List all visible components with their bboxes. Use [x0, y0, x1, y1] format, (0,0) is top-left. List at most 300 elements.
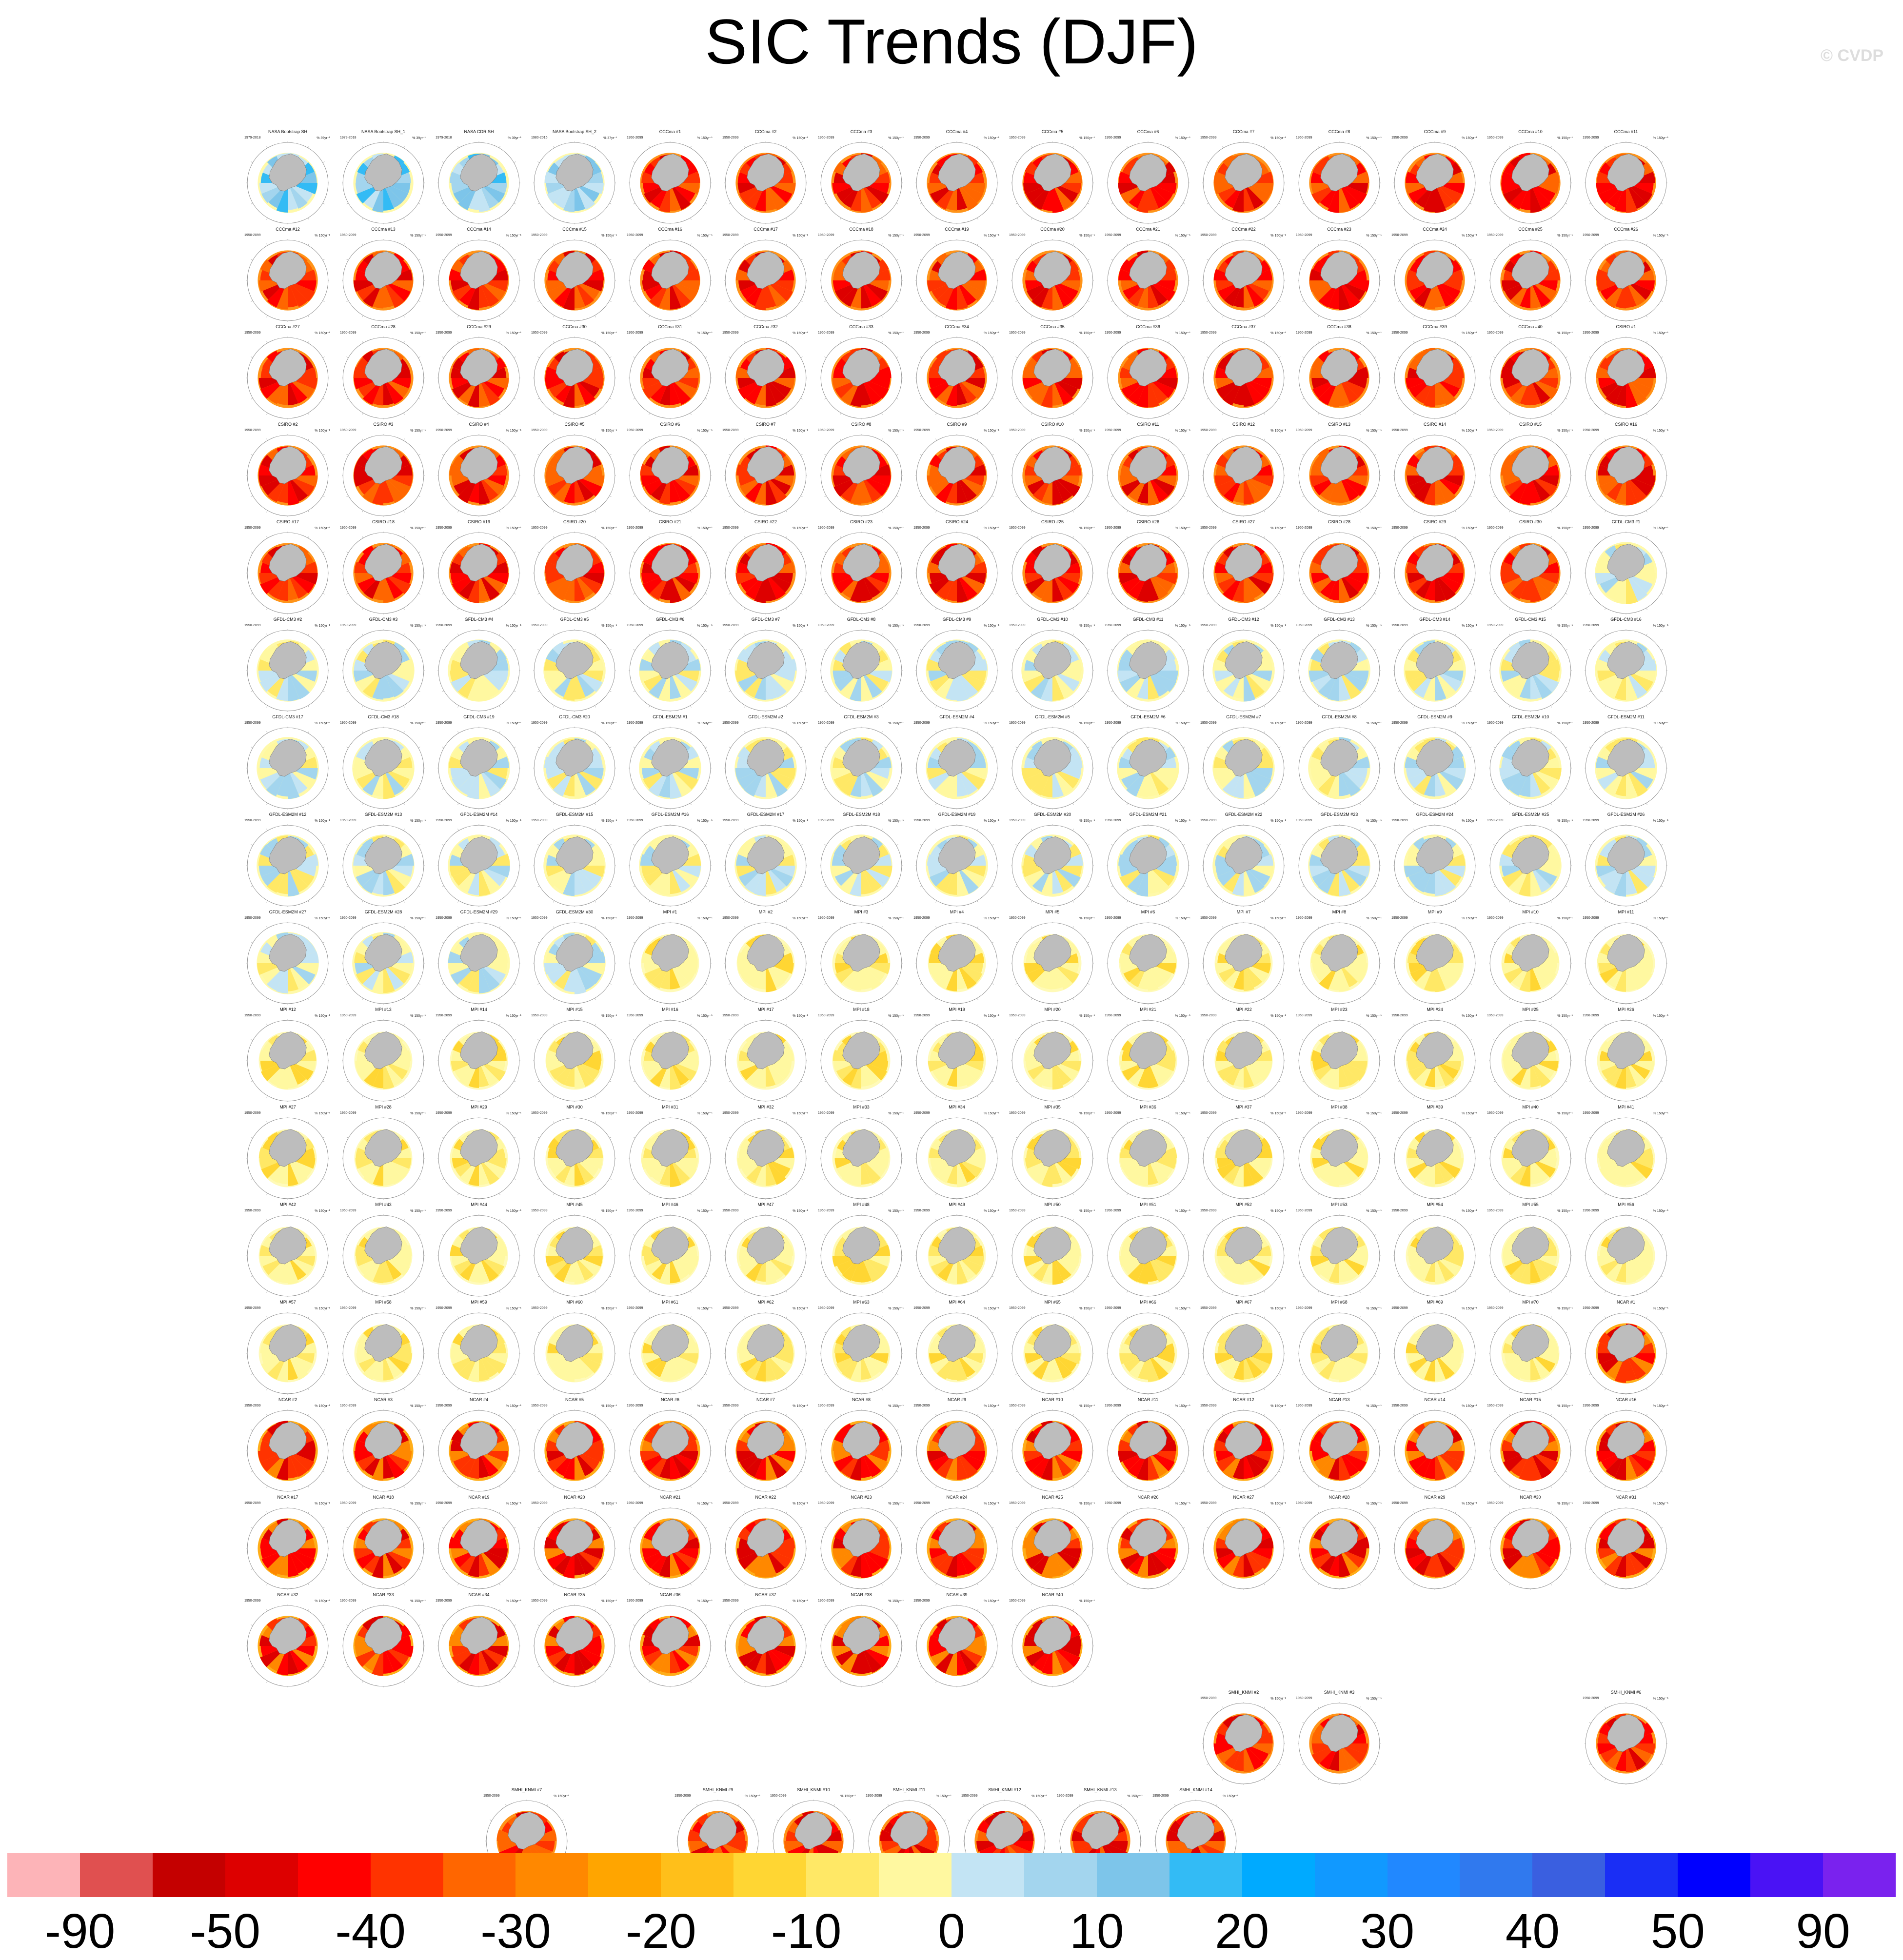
longitude-tick: [840, 634, 841, 636]
longitude-tick: [935, 413, 936, 415]
longitude-tick: [881, 316, 882, 317]
longitude-tick: [1168, 439, 1169, 441]
longitude-tick: [840, 413, 841, 415]
panel-title: GFDL-CM3 #7: [751, 617, 780, 622]
longitude-tick: [538, 942, 540, 943]
longitude-tick: [1222, 341, 1223, 343]
panel-title: GFDL-ESM2M #28: [364, 910, 402, 914]
longitude-tick: [1264, 927, 1265, 929]
longitude-tick: [1168, 634, 1169, 636]
longitude-tick: [457, 511, 458, 513]
panel-unit: % 150yr⁻¹: [1175, 917, 1190, 920]
longitude-tick: [1494, 552, 1496, 553]
longitude-tick: [442, 886, 444, 887]
longitude-tick: [1303, 356, 1305, 357]
panel-years: 1950-2099: [722, 526, 739, 530]
longitude-tick: [266, 316, 267, 317]
panel-years: 1950-2099: [1391, 331, 1408, 335]
longitude-tick: [514, 886, 516, 887]
polar-map: [246, 824, 329, 907]
panel-years: 1950-2099: [722, 234, 739, 237]
longitude-tick: [266, 927, 267, 929]
longitude-tick: [1359, 341, 1360, 343]
panel-years: 1950-2099: [1487, 331, 1504, 335]
longitude-tick: [1589, 398, 1591, 399]
polar-map: [342, 337, 425, 419]
longitude-tick: [935, 829, 936, 831]
longitude-tick: [935, 536, 936, 538]
longitude-tick: [705, 747, 707, 748]
longitude-tick: [1413, 413, 1414, 415]
longitude-tick: [1605, 634, 1606, 636]
map-panel: [337, 324, 430, 422]
panel-years: 1950-2099: [244, 234, 261, 237]
longitude-tick: [1031, 803, 1032, 805]
polar-map: [1393, 824, 1476, 907]
panel-years: 1950-2099: [627, 234, 643, 237]
longitude-tick: [896, 161, 898, 162]
longitude-tick: [1374, 593, 1376, 594]
panel-unit: % 150yr⁻¹: [1557, 429, 1573, 433]
map-panel: [1197, 422, 1290, 519]
longitude-tick: [610, 203, 612, 204]
longitude-tick: [1127, 218, 1128, 220]
map-panel: [337, 129, 430, 227]
longitude-tick: [457, 413, 458, 415]
polar-map: [820, 434, 903, 517]
longitude-tick: [1183, 691, 1185, 692]
panel-unit: % 150yr⁻¹: [984, 137, 999, 140]
longitude-tick: [1207, 747, 1209, 748]
longitude-tick: [347, 788, 349, 789]
longitude-tick: [1509, 634, 1510, 636]
longitude-tick: [1111, 747, 1113, 748]
panel-years: 1950-2099: [1391, 136, 1408, 139]
polar-map: [533, 239, 616, 322]
panel-years: 1950-2099: [1583, 916, 1599, 920]
longitude-tick: [499, 146, 500, 148]
panel-years: 1950-2099: [1487, 234, 1504, 237]
longitude-tick: [1072, 608, 1073, 610]
longitude-tick: [1222, 413, 1223, 415]
page-title: SIC Trends (DJF): [705, 6, 1198, 77]
longitude-tick: [1455, 439, 1456, 441]
longitude-tick: [362, 1096, 363, 1098]
panel-unit: % 150yr⁻¹: [410, 332, 426, 335]
longitude-tick: [1279, 691, 1281, 692]
panel-unit: % 150yr⁻¹: [1175, 137, 1190, 140]
polar-map: [1393, 629, 1476, 712]
panel-years: 1950-2099: [1583, 819, 1599, 822]
polar-map: [1393, 922, 1476, 1005]
panel-unit: % 150yr⁻¹: [1366, 819, 1382, 823]
longitude-tick: [1279, 203, 1281, 204]
panel-unit: % 150yr⁻¹: [1270, 137, 1286, 140]
longitude-tick: [251, 1039, 253, 1040]
longitude-tick: [403, 803, 404, 805]
polar-map: [437, 434, 520, 517]
panel-years: 1950-2099: [913, 526, 930, 530]
longitude-tick: [266, 803, 267, 805]
longitude-tick: [1589, 259, 1591, 260]
longitude-tick: [881, 146, 882, 148]
longitude-tick: [1318, 901, 1319, 903]
longitude-tick: [992, 454, 994, 455]
panel-title: CCCma #16: [658, 227, 682, 232]
longitude-tick: [786, 998, 787, 1000]
longitude-tick: [1127, 803, 1128, 805]
panel-unit: % 150yr⁻¹: [315, 1014, 330, 1018]
panel-years: 1950-2099: [531, 819, 548, 822]
longitude-tick: [801, 886, 803, 887]
polar-map: [437, 239, 520, 322]
longitude-tick: [251, 495, 253, 496]
panel-years: 1950-2099: [436, 916, 452, 920]
longitude-tick: [1374, 942, 1376, 943]
panel-unit: % 150yr⁻¹: [1366, 137, 1382, 140]
longitude-tick: [499, 536, 500, 538]
longitude-tick: [977, 706, 978, 708]
longitude-tick: [786, 511, 787, 513]
longitude-tick: [251, 691, 253, 692]
longitude-tick: [1605, 998, 1606, 1000]
polar-map: [629, 629, 712, 712]
longitude-tick: [935, 316, 936, 317]
longitude-tick: [1207, 356, 1209, 357]
map-panel: [1293, 324, 1386, 422]
polar-map: [533, 532, 616, 614]
longitude-tick: [1359, 244, 1360, 246]
longitude-tick: [896, 747, 898, 748]
longitude-tick: [1646, 413, 1647, 415]
longitude-tick: [1279, 161, 1281, 162]
polar-map: [1107, 922, 1189, 1005]
map-panel: [1006, 129, 1099, 227]
longitude-tick: [1318, 439, 1319, 441]
map-panel: [1197, 617, 1290, 714]
panel-title: CSIRO #29: [1423, 519, 1447, 524]
map-panel: [815, 227, 908, 324]
longitude-tick: [690, 927, 691, 929]
polar-map: [1298, 922, 1381, 1005]
longitude-tick: [840, 829, 841, 831]
longitude-tick: [977, 439, 978, 441]
longitude-tick: [1413, 829, 1414, 831]
longitude-tick: [729, 649, 731, 650]
panel-years: 1950-2099: [627, 819, 643, 822]
panel-title: CCCma #38: [1327, 324, 1351, 329]
longitude-tick: [920, 691, 922, 692]
longitude-tick: [729, 788, 731, 789]
longitude-tick: [1207, 942, 1209, 943]
longitude-tick: [935, 146, 936, 148]
longitude-tick: [1111, 552, 1113, 553]
polar-map: [1393, 239, 1476, 322]
panel-years: 1950-2099: [1009, 234, 1026, 237]
longitude-tick: [1646, 634, 1647, 636]
longitude-tick: [1646, 244, 1647, 246]
longitude-tick: [1264, 829, 1265, 831]
longitude-tick: [347, 844, 349, 845]
longitude-tick: [1207, 886, 1209, 887]
longitude-tick: [1168, 998, 1169, 1000]
longitude-tick: [323, 844, 325, 845]
longitude-tick: [649, 511, 650, 513]
panel-title: GFDL-ESM2M #30: [555, 910, 594, 914]
map-panel: [624, 617, 716, 714]
longitude-tick: [418, 1081, 420, 1082]
longitude-tick: [1605, 829, 1606, 831]
longitude-tick: [1183, 788, 1185, 789]
map-panel: [1102, 617, 1194, 714]
longitude-tick: [1605, 218, 1606, 220]
longitude-tick: [744, 634, 745, 636]
longitude-tick: [1318, 341, 1319, 343]
longitude-tick: [1359, 413, 1360, 415]
longitude-tick: [499, 341, 500, 343]
longitude-tick: [1127, 439, 1128, 441]
longitude-tick: [442, 983, 444, 984]
panel-years: 1950-2099: [1009, 819, 1026, 822]
longitude-tick: [1318, 634, 1319, 636]
panel-unit: % 150yr⁻¹: [1557, 917, 1573, 920]
panel-years: 1950-2099: [627, 916, 643, 920]
longitude-tick: [1589, 356, 1591, 357]
longitude-tick: [1550, 829, 1551, 831]
longitude-tick: [1127, 927, 1128, 929]
longitude-tick: [881, 244, 882, 246]
longitude-tick: [825, 203, 827, 204]
longitude-tick: [266, 901, 267, 903]
longitude-tick: [690, 536, 691, 538]
longitude-tick: [1589, 454, 1591, 455]
polar-map: [724, 141, 807, 224]
polar-map: [533, 629, 616, 712]
longitude-tick: [323, 983, 325, 984]
panel-years: 1950-2099: [531, 1014, 548, 1017]
panel-title: MPI #15: [566, 1007, 583, 1012]
polar-map: [1489, 434, 1572, 517]
longitude-tick: [977, 218, 978, 220]
panel-title: CSIRO #17: [276, 519, 299, 524]
longitude-tick: [251, 259, 253, 260]
panel-title: GFDL-ESM2M #2: [748, 714, 783, 719]
longitude-tick: [801, 747, 803, 748]
polar-map: [1202, 434, 1285, 517]
panel-years: 1950-2099: [818, 331, 834, 335]
longitude-tick: [362, 927, 363, 929]
panel-unit: % 150yr⁻¹: [1270, 429, 1286, 433]
longitude-tick: [786, 146, 787, 148]
longitude-tick: [690, 511, 691, 513]
longitude-tick: [649, 218, 650, 220]
panel-title: GFDL-ESM2M #18: [842, 812, 880, 817]
map-panel: [1006, 324, 1099, 422]
longitude-tick: [553, 927, 554, 929]
longitude-tick: [1661, 259, 1663, 260]
longitude-tick: [729, 844, 731, 845]
panel-years: 1950-2099: [818, 721, 834, 725]
longitude-tick: [1264, 413, 1265, 415]
polar-map: [1011, 141, 1094, 224]
longitude-tick: [514, 844, 516, 845]
longitude-tick: [1589, 844, 1591, 845]
map-panel: [1293, 714, 1386, 812]
longitude-tick: [499, 706, 500, 708]
longitude-tick: [840, 927, 841, 929]
polar-map: [1202, 239, 1285, 322]
longitude-tick: [418, 691, 420, 692]
panel-unit: % 150yr⁻¹: [410, 819, 426, 823]
polar-map: [533, 727, 616, 810]
longitude-tick: [442, 1039, 444, 1040]
panel-years: 1950-2099: [340, 721, 357, 725]
longitude-tick: [1207, 649, 1209, 650]
panel-years: 1950-2099: [531, 624, 548, 627]
polar-map: [629, 434, 712, 517]
longitude-tick: [920, 942, 922, 943]
panel-years: 1950-2099: [1009, 916, 1026, 920]
longitude-tick: [514, 747, 516, 748]
longitude-tick: [308, 1024, 309, 1026]
panel-unit: % 150yr⁻¹: [410, 917, 426, 920]
longitude-tick: [1264, 608, 1265, 610]
longitude-tick: [881, 901, 882, 903]
polar-map: [246, 337, 329, 419]
longitude-tick: [649, 341, 650, 343]
longitude-tick: [1222, 146, 1223, 148]
longitude-tick: [457, 608, 458, 610]
longitude-tick: [1509, 998, 1510, 1000]
panel-unit: % 150yr⁻¹: [1366, 234, 1382, 238]
longitude-tick: [1589, 552, 1591, 553]
panel-years: 1950-2099: [1487, 526, 1504, 530]
longitude-tick: [729, 593, 731, 594]
map-panel: [528, 910, 621, 1007]
longitude-tick: [744, 732, 745, 733]
longitude-tick: [1318, 316, 1319, 317]
longitude-tick: [1550, 608, 1551, 610]
longitude-tick: [442, 300, 444, 301]
panel-title: CCCma #18: [849, 227, 873, 232]
longitude-tick: [442, 691, 444, 692]
panel-years: 1950-2099: [531, 429, 548, 432]
map-panel: [1580, 422, 1672, 519]
panel-years: 1950-2099: [1391, 916, 1408, 920]
longitude-tick: [553, 634, 554, 636]
panel-title: GFDL-CM3 #13: [1324, 617, 1355, 622]
longitude-tick: [920, 983, 922, 984]
longitude-tick: [1550, 413, 1551, 415]
longitude-tick: [1589, 649, 1591, 650]
map-panel: [1484, 812, 1577, 910]
longitude-tick: [1589, 203, 1591, 204]
longitude-tick: [690, 901, 691, 903]
longitude-tick: [418, 259, 420, 260]
longitude-tick: [992, 203, 994, 204]
panel-unit: % 150yr⁻¹: [601, 234, 617, 238]
polar-map: [1298, 629, 1381, 712]
polar-map: [915, 239, 998, 322]
panel-unit: % 150yr⁻¹: [1462, 137, 1477, 140]
longitude-tick: [362, 732, 363, 733]
longitude-tick: [1359, 998, 1360, 1000]
panel-years: 1950-2099: [627, 624, 643, 627]
longitude-tick: [649, 927, 650, 929]
map-panel: [1293, 129, 1386, 227]
longitude-tick: [1279, 398, 1281, 399]
longitude-tick: [1455, 341, 1456, 343]
panel-years: 1950-2099: [1296, 234, 1312, 237]
longitude-tick: [649, 829, 650, 831]
longitude-tick: [690, 706, 691, 708]
longitude-tick: [418, 942, 420, 943]
longitude-tick: [403, 146, 404, 148]
longitude-tick: [1455, 146, 1456, 148]
longitude-tick: [977, 998, 978, 1000]
panel-years: 1950-2099: [1105, 429, 1121, 432]
longitude-tick: [1494, 886, 1496, 887]
map-panel: [337, 227, 430, 324]
map-panel: [528, 519, 621, 617]
map-panel: [528, 617, 621, 714]
longitude-tick: [1661, 161, 1663, 162]
longitude-tick: [266, 413, 267, 415]
longitude-tick: [1222, 732, 1223, 733]
longitude-tick: [1470, 495, 1472, 496]
longitude-tick: [1646, 511, 1647, 513]
longitude-tick: [1494, 454, 1496, 455]
longitude-tick: [347, 1039, 349, 1040]
map-panel: [815, 422, 908, 519]
longitude-tick: [1264, 803, 1265, 805]
longitude-tick: [1550, 634, 1551, 636]
longitude-tick: [1031, 316, 1032, 317]
map-panel: [528, 227, 621, 324]
panel-unit: % 150yr⁻¹: [793, 332, 808, 335]
longitude-tick: [744, 998, 745, 1000]
longitude-tick: [1509, 608, 1510, 610]
longitude-tick: [499, 244, 500, 246]
longitude-tick: [514, 203, 516, 204]
longitude-tick: [935, 341, 936, 343]
panel-unit: % 150yr⁻¹: [793, 819, 808, 823]
longitude-tick: [1318, 706, 1319, 708]
map-panel: [719, 227, 812, 324]
polar-map: [1298, 727, 1381, 810]
panel-unit: % 150yr⁻¹: [1366, 624, 1382, 628]
longitude-tick: [1550, 218, 1551, 220]
longitude-tick: [514, 1081, 516, 1082]
longitude-tick: [1222, 439, 1223, 441]
longitude-tick: [729, 942, 731, 943]
longitude-tick: [553, 316, 554, 317]
panel-unit: % 150yr⁻¹: [601, 722, 617, 725]
map-panel: [1484, 129, 1577, 227]
longitude-tick: [896, 691, 898, 692]
longitude-tick: [347, 593, 349, 594]
longitude-tick: [1183, 161, 1185, 162]
panel-unit: % 150yr⁻¹: [1653, 722, 1668, 725]
longitude-tick: [690, 998, 691, 1000]
polar-map: [342, 824, 425, 907]
longitude-tick: [553, 608, 554, 610]
longitude-tick: [801, 356, 803, 357]
longitude-tick: [690, 413, 691, 415]
longitude-tick: [418, 161, 420, 162]
longitude-tick: [610, 161, 612, 162]
longitude-tick: [1589, 942, 1591, 943]
